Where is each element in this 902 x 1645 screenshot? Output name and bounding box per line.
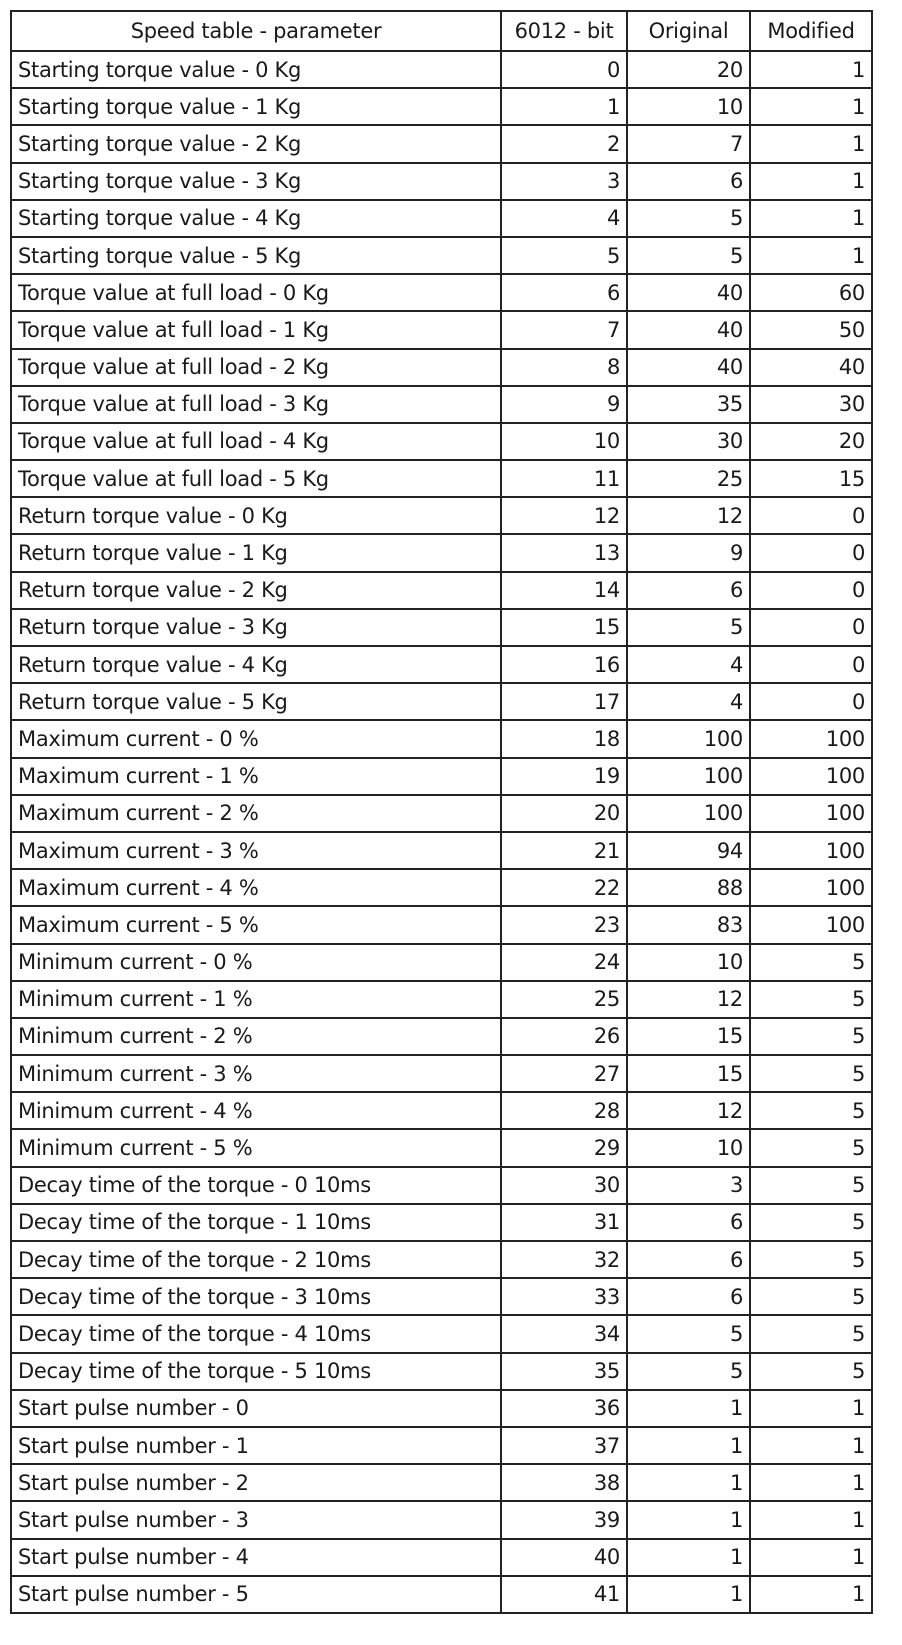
cell-parameter: Maximum current - 4 %: [11, 869, 501, 906]
cell-modified: 5: [750, 1278, 872, 1315]
table-row: [11, 386, 872, 423]
cell-modified: 1: [750, 1501, 872, 1538]
table-row: [11, 944, 872, 981]
cell-bit: 27: [501, 1055, 627, 1092]
cell-bit: 36: [501, 1390, 627, 1427]
cell-original: 100: [627, 795, 750, 832]
cell-bit: 29: [501, 1129, 627, 1166]
header-row: [11, 11, 872, 51]
cell-modified: 20: [750, 423, 872, 460]
cell-original: 6: [627, 1278, 750, 1315]
cell-bit: 37: [501, 1427, 627, 1464]
table-row: [11, 125, 872, 162]
cell-modified: 40: [750, 349, 872, 386]
cell-bit: 24: [501, 944, 627, 981]
cell-modified: 1: [750, 1576, 872, 1613]
cell-modified: 100: [750, 720, 872, 757]
cell-parameter: Return torque value - 0 Kg: [11, 497, 501, 534]
cell-original: 1: [627, 1464, 750, 1501]
cell-parameter: Minimum current - 5 %: [11, 1129, 501, 1166]
cell-original: 20: [627, 51, 750, 88]
cell-modified: 1: [750, 1539, 872, 1576]
cell-parameter: Starting torque value - 1 Kg: [11, 88, 501, 125]
cell-parameter: Minimum current - 0 %: [11, 944, 501, 981]
table-row: [11, 832, 872, 869]
table-row: [11, 1167, 872, 1204]
table-row: [11, 1539, 872, 1576]
column-header-parameter: Speed table - parameter: [11, 11, 501, 51]
cell-original: 6: [627, 572, 750, 609]
table-row: [11, 497, 872, 534]
cell-bit: 21: [501, 832, 627, 869]
cell-bit: 0: [501, 51, 627, 88]
cell-bit: 8: [501, 349, 627, 386]
cell-modified: 100: [750, 869, 872, 906]
cell-original: 15: [627, 1055, 750, 1092]
cell-modified: 0: [750, 646, 872, 683]
table-row: [11, 1204, 872, 1241]
cell-bit: 38: [501, 1464, 627, 1501]
cell-modified: 30: [750, 386, 872, 423]
cell-parameter: Return torque value - 3 Kg: [11, 609, 501, 646]
speed-table-container: [10, 10, 873, 1614]
cell-parameter: Start pulse number - 0: [11, 1390, 501, 1427]
cell-original: 100: [627, 720, 750, 757]
cell-bit: 40: [501, 1539, 627, 1576]
cell-parameter: Starting torque value - 4 Kg: [11, 200, 501, 237]
table-row: [11, 1129, 872, 1166]
cell-original: 5: [627, 609, 750, 646]
cell-parameter: Minimum current - 2 %: [11, 1018, 501, 1055]
cell-modified: 0: [750, 609, 872, 646]
table-row: [11, 163, 872, 200]
table-row: [11, 795, 872, 832]
table-row: [11, 311, 872, 348]
cell-original: 5: [627, 1353, 750, 1390]
table-row: [11, 1390, 872, 1427]
cell-bit: 25: [501, 981, 627, 1018]
cell-original: 88: [627, 869, 750, 906]
cell-original: 10: [627, 1129, 750, 1166]
cell-parameter: Start pulse number - 5: [11, 1576, 501, 1613]
cell-parameter: Decay time of the torque - 0 10ms: [11, 1167, 501, 1204]
cell-modified: 1: [750, 1390, 872, 1427]
cell-modified: 5: [750, 944, 872, 981]
cell-parameter: Torque value at full load - 2 Kg: [11, 349, 501, 386]
cell-original: 100: [627, 758, 750, 795]
cell-original: 40: [627, 311, 750, 348]
cell-modified: 100: [750, 758, 872, 795]
cell-original: 1: [627, 1501, 750, 1538]
cell-bit: 33: [501, 1278, 627, 1315]
cell-bit: 41: [501, 1576, 627, 1613]
cell-modified: 0: [750, 534, 872, 571]
cell-original: 10: [627, 944, 750, 981]
table-row: [11, 869, 872, 906]
cell-bit: 9: [501, 386, 627, 423]
cell-bit: 28: [501, 1092, 627, 1129]
cell-bit: 34: [501, 1315, 627, 1352]
table-row: [11, 274, 872, 311]
cell-parameter: Return torque value - 4 Kg: [11, 646, 501, 683]
table-row: [11, 609, 872, 646]
table-row: [11, 572, 872, 609]
cell-parameter: Torque value at full load - 0 Kg: [11, 274, 501, 311]
table-header: [11, 11, 872, 51]
cell-parameter: Start pulse number - 2: [11, 1464, 501, 1501]
cell-original: 10: [627, 88, 750, 125]
cell-bit: 1: [501, 88, 627, 125]
cell-parameter: Start pulse number - 1: [11, 1427, 501, 1464]
cell-bit: 18: [501, 720, 627, 757]
cell-bit: 13: [501, 534, 627, 571]
cell-parameter: Minimum current - 4 %: [11, 1092, 501, 1129]
table-row: [11, 1018, 872, 1055]
cell-parameter: Maximum current - 1 %: [11, 758, 501, 795]
speed-table: [10, 10, 873, 1614]
table-body: [11, 51, 872, 1613]
cell-original: 30: [627, 423, 750, 460]
cell-bit: 2: [501, 125, 627, 162]
cell-modified: 60: [750, 274, 872, 311]
cell-modified: 5: [750, 1167, 872, 1204]
column-header-bit: 6012 - bit: [501, 11, 627, 51]
cell-bit: 39: [501, 1501, 627, 1538]
cell-bit: 35: [501, 1353, 627, 1390]
cell-parameter: Return torque value - 1 Kg: [11, 534, 501, 571]
cell-bit: 30: [501, 1167, 627, 1204]
table-row: [11, 1241, 872, 1278]
table-row: [11, 1353, 872, 1390]
table-row: [11, 720, 872, 757]
cell-modified: 1: [750, 125, 872, 162]
cell-modified: 0: [750, 497, 872, 534]
table-row: [11, 1501, 872, 1538]
table-row: [11, 1464, 872, 1501]
cell-original: 6: [627, 163, 750, 200]
cell-original: 40: [627, 274, 750, 311]
cell-bit: 10: [501, 423, 627, 460]
cell-bit: 15: [501, 609, 627, 646]
cell-parameter: Torque value at full load - 5 Kg: [11, 460, 501, 497]
cell-parameter: Starting torque value - 3 Kg: [11, 163, 501, 200]
cell-modified: 5: [750, 1092, 872, 1129]
cell-parameter: Decay time of the torque - 2 10ms: [11, 1241, 501, 1278]
cell-modified: 1: [750, 51, 872, 88]
cell-parameter: Return torque value - 2 Kg: [11, 572, 501, 609]
cell-parameter: Return torque value - 5 Kg: [11, 683, 501, 720]
cell-original: 5: [627, 237, 750, 274]
cell-parameter: Torque value at full load - 4 Kg: [11, 423, 501, 460]
column-header-original: Original: [627, 11, 750, 51]
cell-bit: 32: [501, 1241, 627, 1278]
cell-original: 12: [627, 497, 750, 534]
cell-modified: 1: [750, 88, 872, 125]
table-row: [11, 683, 872, 720]
cell-original: 25: [627, 460, 750, 497]
cell-original: 12: [627, 1092, 750, 1129]
cell-original: 1: [627, 1427, 750, 1464]
cell-original: 5: [627, 200, 750, 237]
cell-parameter: Torque value at full load - 1 Kg: [11, 311, 501, 348]
cell-original: 6: [627, 1241, 750, 1278]
cell-parameter: Starting torque value - 0 Kg: [11, 51, 501, 88]
cell-bit: 16: [501, 646, 627, 683]
cell-original: 35: [627, 386, 750, 423]
table-row: [11, 88, 872, 125]
cell-bit: 19: [501, 758, 627, 795]
cell-parameter: Maximum current - 0 %: [11, 720, 501, 757]
cell-modified: 0: [750, 683, 872, 720]
cell-original: 1: [627, 1390, 750, 1427]
cell-modified: 5: [750, 1204, 872, 1241]
cell-modified: 5: [750, 1315, 872, 1352]
cell-bit: 20: [501, 795, 627, 832]
cell-bit: 31: [501, 1204, 627, 1241]
cell-original: 40: [627, 349, 750, 386]
cell-original: 1: [627, 1539, 750, 1576]
cell-original: 94: [627, 832, 750, 869]
cell-modified: 5: [750, 1018, 872, 1055]
cell-bit: 3: [501, 163, 627, 200]
cell-modified: 5: [750, 981, 872, 1018]
cell-bit: 7: [501, 311, 627, 348]
cell-bit: 14: [501, 572, 627, 609]
cell-original: 9: [627, 534, 750, 571]
cell-parameter: Maximum current - 3 %: [11, 832, 501, 869]
cell-original: 4: [627, 646, 750, 683]
cell-modified: 1: [750, 163, 872, 200]
cell-bit: 17: [501, 683, 627, 720]
table-row: [11, 646, 872, 683]
cell-parameter: Decay time of the torque - 1 10ms: [11, 1204, 501, 1241]
cell-parameter: Torque value at full load - 3 Kg: [11, 386, 501, 423]
cell-modified: 5: [750, 1241, 872, 1278]
cell-parameter: Minimum current - 3 %: [11, 1055, 501, 1092]
table-row: [11, 1315, 872, 1352]
table-row: [11, 758, 872, 795]
cell-parameter: Starting torque value - 5 Kg: [11, 237, 501, 274]
cell-original: 1: [627, 1576, 750, 1613]
table-row: [11, 1278, 872, 1315]
cell-parameter: Minimum current - 1 %: [11, 981, 501, 1018]
cell-modified: 1: [750, 1427, 872, 1464]
cell-modified: 15: [750, 460, 872, 497]
cell-original: 12: [627, 981, 750, 1018]
cell-modified: 5: [750, 1129, 872, 1166]
cell-modified: 1: [750, 1464, 872, 1501]
table-row: [11, 534, 872, 571]
cell-original: 4: [627, 683, 750, 720]
cell-bit: 5: [501, 237, 627, 274]
cell-modified: 50: [750, 311, 872, 348]
cell-modified: 5: [750, 1055, 872, 1092]
cell-original: 83: [627, 906, 750, 943]
cell-parameter: Maximum current - 2 %: [11, 795, 501, 832]
table-row: [11, 349, 872, 386]
cell-bit: 6: [501, 274, 627, 311]
table-row: [11, 1092, 872, 1129]
cell-bit: 26: [501, 1018, 627, 1055]
cell-parameter: Decay time of the torque - 4 10ms: [11, 1315, 501, 1352]
table-row: [11, 981, 872, 1018]
cell-bit: 4: [501, 200, 627, 237]
column-header-modified: Modified: [750, 11, 872, 51]
cell-modified: 0: [750, 572, 872, 609]
cell-original: 15: [627, 1018, 750, 1055]
cell-bit: 23: [501, 906, 627, 943]
cell-parameter: Decay time of the torque - 3 10ms: [11, 1278, 501, 1315]
table-row: [11, 51, 872, 88]
cell-original: 5: [627, 1315, 750, 1352]
table-row: [11, 1427, 872, 1464]
cell-modified: 1: [750, 200, 872, 237]
cell-parameter: Maximum current - 5 %: [11, 906, 501, 943]
table-row: [11, 906, 872, 943]
cell-modified: 100: [750, 795, 872, 832]
table-row: [11, 1055, 872, 1092]
cell-parameter: Decay time of the torque - 5 10ms: [11, 1353, 501, 1390]
cell-modified: 1: [750, 237, 872, 274]
cell-bit: 22: [501, 869, 627, 906]
cell-modified: 100: [750, 832, 872, 869]
table-row: [11, 423, 872, 460]
table-row: [11, 1576, 872, 1613]
cell-original: 7: [627, 125, 750, 162]
cell-parameter: Start pulse number - 3: [11, 1501, 501, 1538]
cell-parameter: Start pulse number - 4: [11, 1539, 501, 1576]
cell-parameter: Starting torque value - 2 Kg: [11, 125, 501, 162]
cell-bit: 12: [501, 497, 627, 534]
cell-original: 3: [627, 1167, 750, 1204]
table-row: [11, 460, 872, 497]
table-row: [11, 200, 872, 237]
table-row: [11, 237, 872, 274]
cell-bit: 11: [501, 460, 627, 497]
cell-original: 6: [627, 1204, 750, 1241]
cell-modified: 100: [750, 906, 872, 943]
cell-modified: 5: [750, 1353, 872, 1390]
